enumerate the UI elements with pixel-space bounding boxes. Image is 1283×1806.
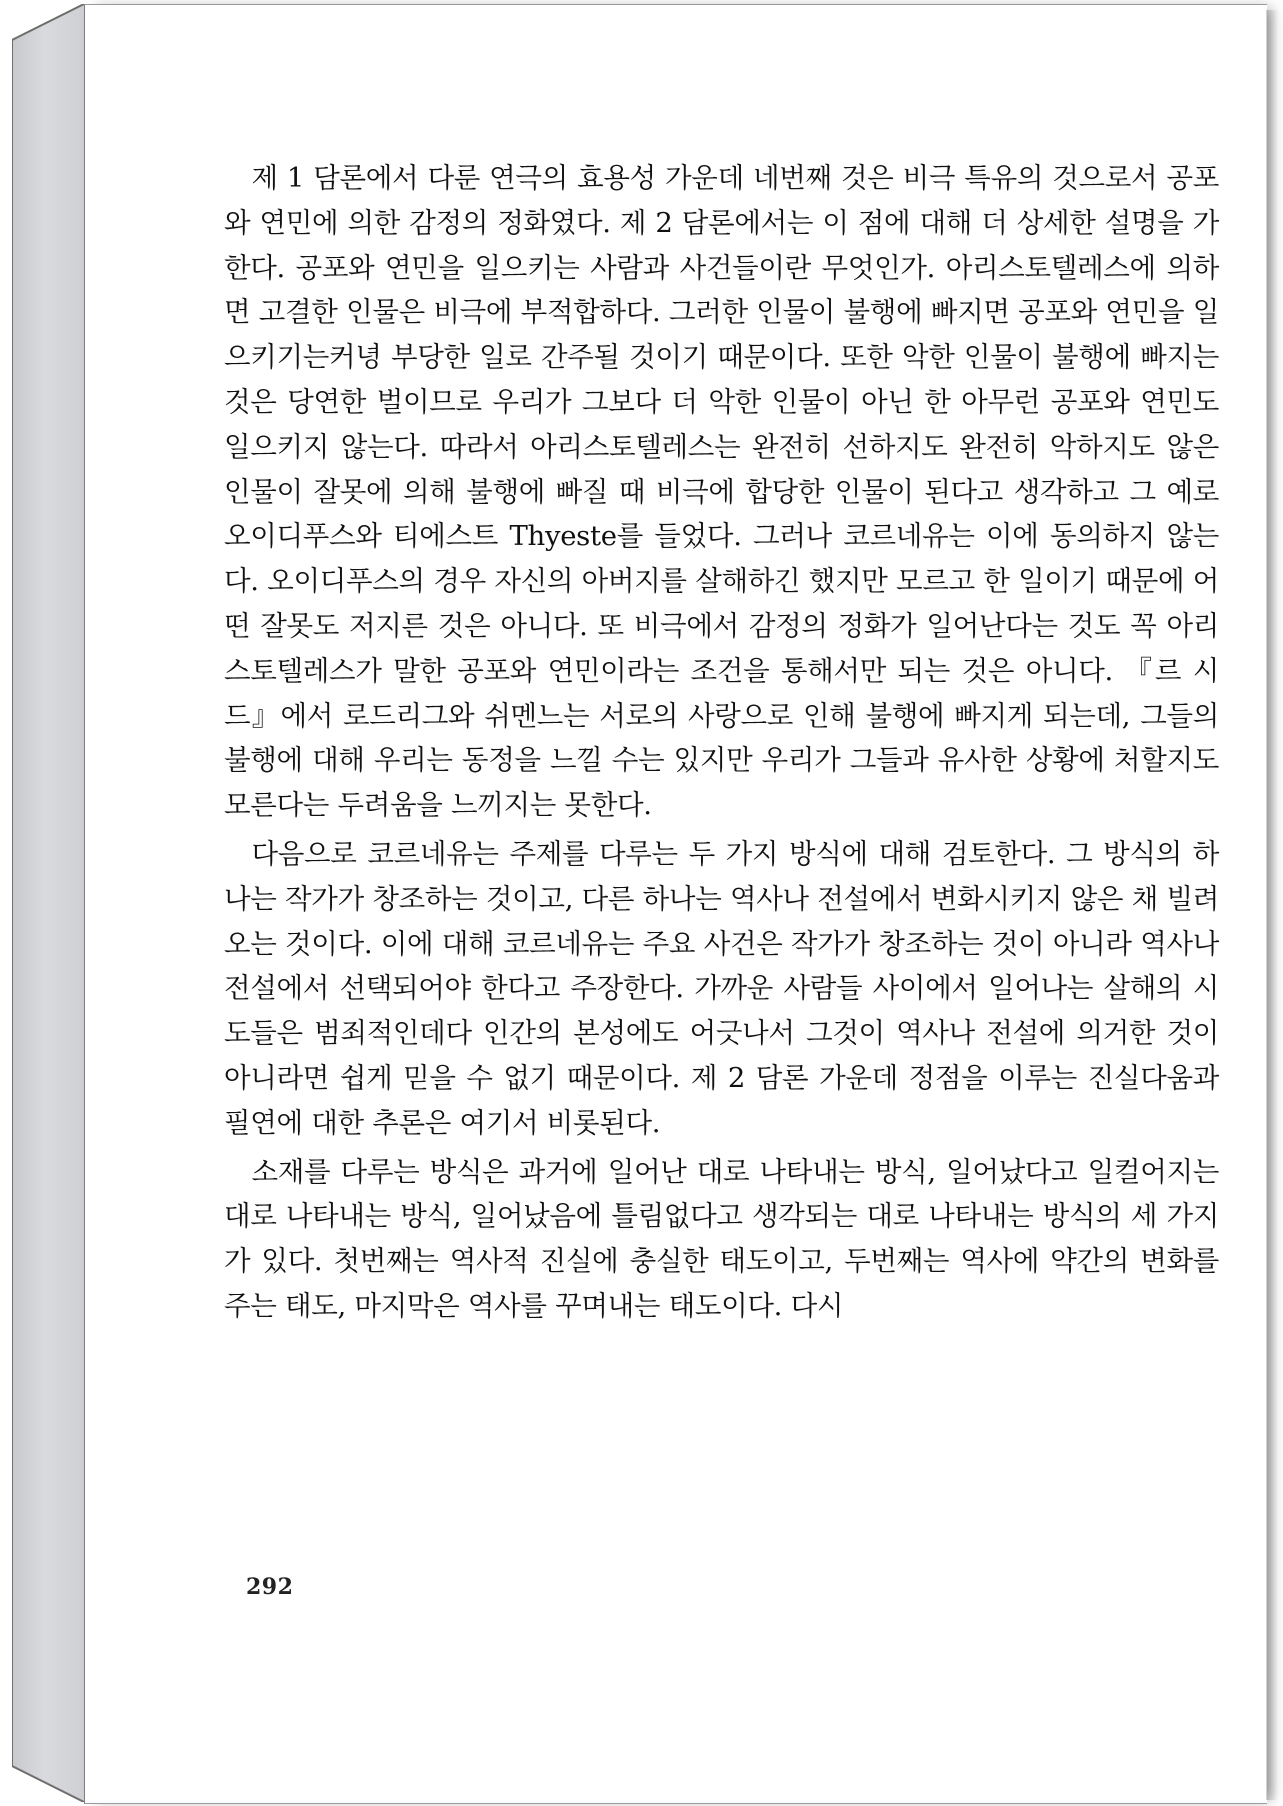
book-spine-outline: [12, 4, 84, 1802]
paragraph-2: 다음으로 코르네유는 주제를 다루는 두 가지 방식에 대해 검토한다. 그 방식의 하나는 작가가 창조하는 것이고, 다른 하나는 역사나 전설에서 변화시키지 않은 채 빌려오는 것이다. 이에 대해 코르네유는 주요 사건은 작가가 창조하는 것이 아니라 역사나 전설에서 선택되어야 한다고 주장한다. 가까운 사람들 사이에서 일어나는 살해의 시도들은 범죄적인데다 인간의 본성에도 어긋나서 그것이 역사나 전설에 의거한 것이 아니라면 쉽게 믿을 수 없기 때문이다. 제 2 담론 가운데 정점을 이루는 진실다움과 필연에 대한 추론은 여기서 비롯된다.: [224, 837, 1219, 1139]
page-number: 292: [246, 1574, 294, 1600]
page-body-text: [224, 156, 1219, 1329]
page-shadow: [1266, 10, 1278, 1800]
paragraph-3: 소재를 다루는 방식은 과거에 일어난 대로 나타내는 방식, 일어났다고 일컬어지는 대로 나타내는 방식, 일어났음에 틀림없다고 생각되는 대로 나타내는 방식의 세 가지가 있다. 첫번째는 역사적 진실에 충실한 태도이고, 두번째는 역사에 약간의 변화를 주는 태도, 마지막은 역사를 꾸며내는 태도이다. 다시: [224, 1155, 1219, 1322]
paragraph-1: 제 1 담론에서 다룬 연극의 효용성 가운데 네번째 것은 비극 특유의 것으로서 공포와 연민에 의한 감정의 정화였다. 제 2 담론에서는 이 점에 대해 더 상세한 설명을 가한다. 공포와 연민을 일으키는 사람과 사건들이란 무엇인가. 아리스토텔레스에 의하면 고결한 인물은 비극에 부적합하다. 그러한 인물이 불행에 빠지면 공포와 연민을 일으키기는커녕 부당한 일로 간주될 것이기 때문이다. 또한 악한 인물이 불행에 빠지는 것은 당연한 벌이므로 우리가 그보다 더 악한 인물이 아닌 한 아무런 공포와 연민도 일으키지 않는다. 따라서 아리스토텔레스는 완전히 선하지도 완전히 악하지도 않은 인물이 잘못에 의해 불행에 빠질 때 비극에 합당한 인물이 된다고 생각하고 그 예로 오이디푸스와 티에스트 Thyeste를 들었다. 그러나 코르네유는 이에 동의하지 않는다. 오이디푸스의 경우 자신의 아버지를 살해하긴 했지만 모르고 한 일이기 때문에 어떤 잘못도 저지른 것은 아니다. 또 비극에서 감정의 정화가 일어난다는 것도 꼭 아리스토텔레스가 말한 공포와 연민이라는 조건을 통해서만 되는 것은 아니다. 『르 시드』에서 로드리그와 쉬멘느는 서로의 사랑으로 인해 불행에 빠지게 되는데, 그들의 불행에 대해 우리는 동정을 느낄 수는 있지만 우리가 그들과 유사한 상황에 처할지도 모른다는 두려움을 느끼지는 못한다.: [224, 162, 1219, 822]
